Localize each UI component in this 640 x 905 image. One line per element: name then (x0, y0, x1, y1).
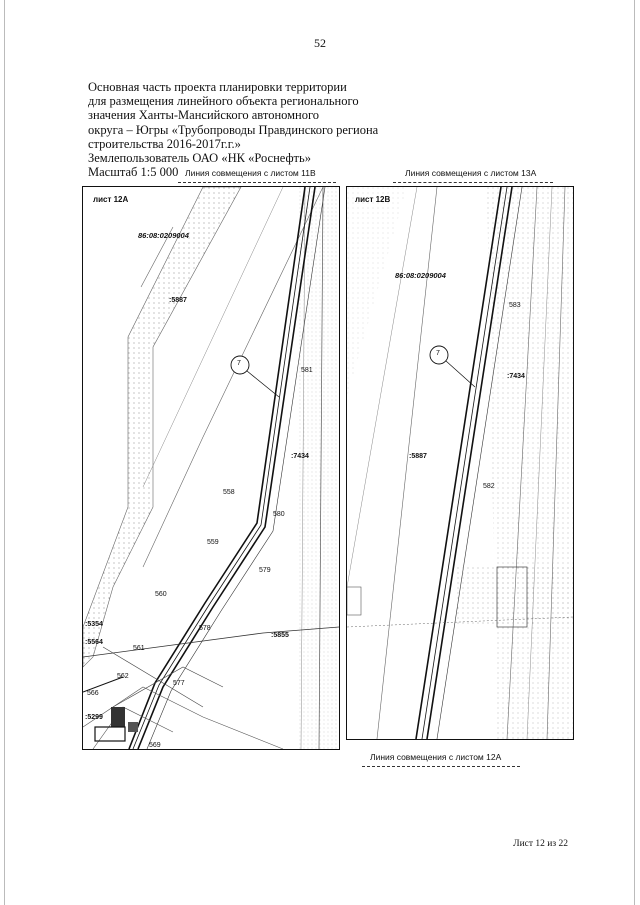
join-line-top-right (393, 182, 553, 183)
sheet-label-right: лист 12В (355, 195, 391, 204)
right-edge-mark (634, 0, 635, 905)
point-label: 566 (87, 690, 99, 697)
point-label: 583 (509, 302, 521, 309)
sheet-counter: Лист 12 из 22 (513, 839, 568, 849)
join-line-bottom-right (362, 766, 520, 767)
title-line: строительства 2016-2017г.г.» (88, 136, 241, 151)
sheet-label-left: лист 12А (93, 195, 129, 204)
point-label: 582 (483, 483, 495, 490)
title-line: округа – Югры «Трубопроводы Правдинского региона (88, 122, 379, 137)
cadastral-block-label: 86:08:0209004 (395, 271, 446, 280)
point-label: 558 (223, 489, 235, 496)
map-right-drawing (347, 187, 573, 739)
title-line: для размещения линейного объекта регионального (88, 94, 359, 109)
point-label: 579 (259, 567, 271, 574)
title-line: значения Ханты-Мансийского автономного (88, 108, 320, 123)
point-label: 578 (199, 625, 211, 632)
point-label: 562 (117, 673, 129, 680)
point-label: 580 (273, 511, 285, 518)
cadastral-block-label: 86:08:0209004 (138, 231, 189, 240)
point-label: 560 (155, 591, 167, 598)
parcel-label: :5887 (169, 297, 187, 304)
map-sheet-left (82, 186, 340, 750)
map-sheet-right (346, 186, 574, 740)
point-label: 561 (133, 645, 145, 652)
join-line-label-bottom-right: Линия совмещения с листом 12А (370, 752, 502, 762)
parcel-label: :5564 (85, 639, 103, 646)
point-label: 559 (207, 539, 219, 546)
join-line-label-top-right: Линия совмещения с листом 13А (405, 168, 537, 178)
page-number: 52 (314, 36, 326, 50)
parcel-label: :7434 (291, 453, 309, 460)
parcel-label: :5855 (271, 632, 289, 639)
join-line-top-left (178, 182, 336, 183)
callout-number: 7 (436, 350, 440, 357)
left-edge-mark (4, 0, 5, 905)
title-line: Землепользователь ОАО «НК «Роснефть» (88, 151, 311, 166)
scale-line: Масштаб 1:5 000 (88, 165, 179, 180)
parcel-label: :7434 (507, 373, 525, 380)
point-label: 581 (301, 367, 313, 374)
parcel-label: :5354 (85, 621, 103, 628)
document-title (88, 80, 408, 179)
map-left-drawing (83, 187, 339, 749)
join-line-label-top-left: Линия совмещения с листом 11В (185, 168, 316, 178)
parcel-label: :5887 (409, 453, 427, 460)
point-label: 577 (173, 680, 185, 687)
callout-number: 7 (237, 360, 241, 367)
point-label: 569 (149, 742, 161, 749)
title-line: Основная часть проекта планировки территории (88, 80, 347, 94)
parcel-label: :5299 (85, 714, 103, 721)
